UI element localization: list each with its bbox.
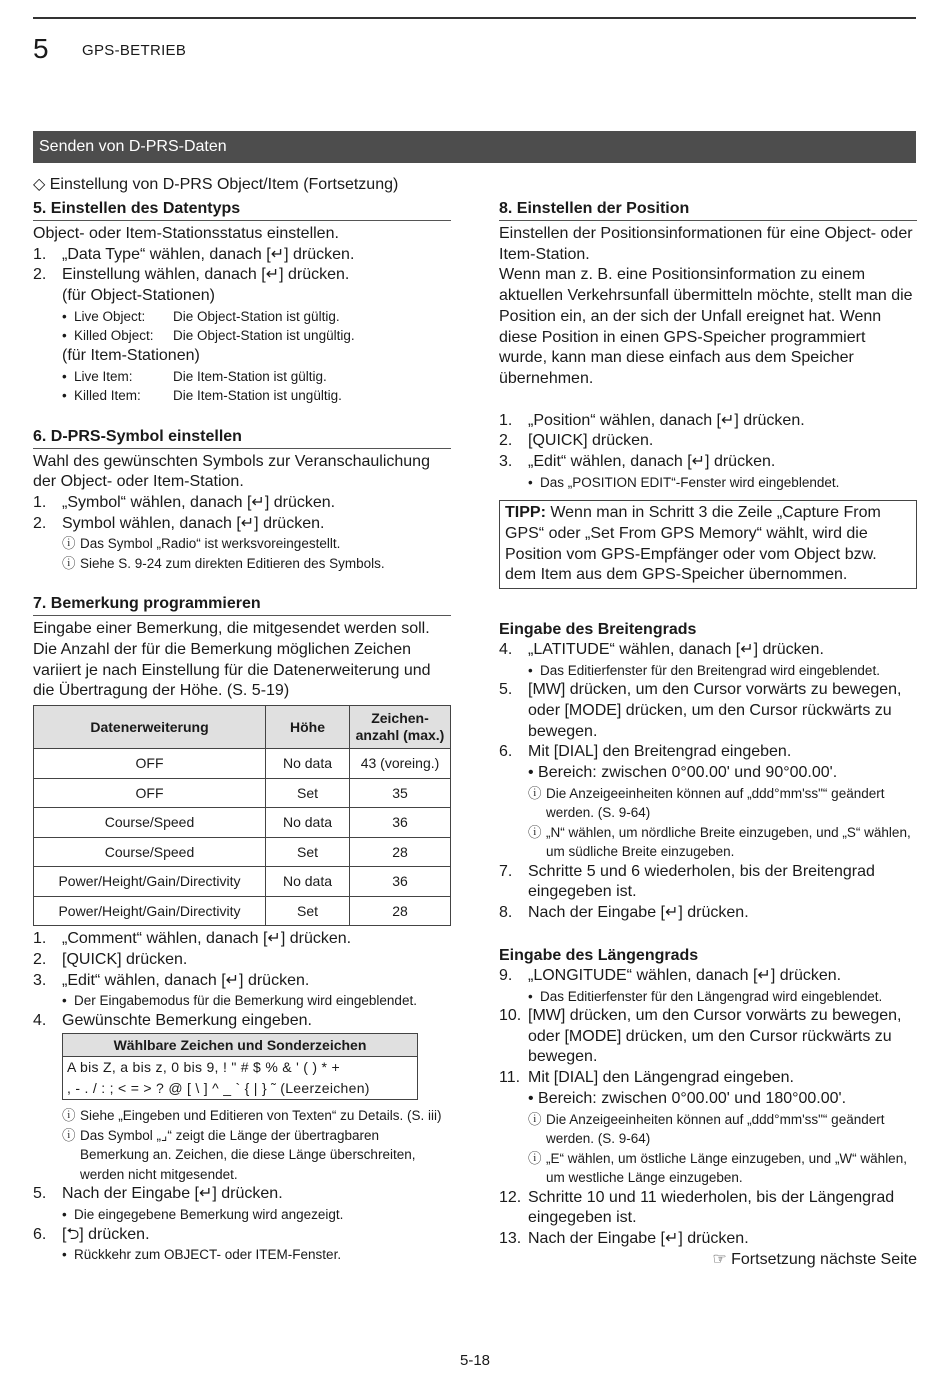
table-cell: Set [266,778,350,808]
list-item [499,966,917,987]
note-text: Siehe „Eingeben und Editieren von Texten“ zu Details. (S. iii) [80,1108,442,1124]
table-cell: Set [266,896,350,926]
list-item [33,554,451,574]
step-text: Schritte 10 und 11 wiederholen, bis der Längengrad eingegeben ist. [528,1188,895,1227]
list-item [33,514,451,535]
section-8-intro-1: Einstellen der Positionsinformationen für eine Object- oder Item-Station. [499,225,913,263]
list-item [499,452,917,473]
list-item [33,1225,451,1246]
note-text: Das Symbol „Radio“ ist werksvoreingestellt. [80,536,341,552]
table-row [34,778,451,808]
note-text: Die Anzeigeeinheiten können auf „ddd°mm'ss"“ geändert werden. (S. 9-64) [546,785,885,821]
page-number: 5-18 [459,1352,491,1369]
table-row [34,808,451,838]
list-item: • Killed Item: Die Item-Station ist ungültig. [33,386,451,406]
step-text: „Position“ wählen, danach [↵] drücken. [528,411,805,429]
info-icon: ⓘ [62,536,76,552]
note-text: „N“ wählen, um nördliche Breite einzugeben, und „S“ wählen, um südliche Breite einzugeben. [546,824,911,860]
note-text: „E“ wählen, um östliche Länge einzugeben, und „W“ wählen, um westliche Länge einzugeben. [546,1150,907,1186]
character-set-line: , - . / : ; < = > ? @ [ \ ] ^ _ ` { | } ˜ (Leerzeichen) [67,1080,370,1097]
step-number: 10. [499,1007,522,1025]
step-number: 4. [33,1011,47,1029]
table-cell: No data [266,749,350,779]
bullet-text: • Bereich: zwischen 0°00.00' und 180°00.00'. [528,1089,847,1107]
list-item [33,534,451,554]
info-icon: ⓘ [528,1111,542,1127]
table-cell: No data [266,867,350,897]
table-cell: OFF [34,778,266,808]
def-value: Die Object-Station ist gültig. [173,308,340,324]
section-5-heading: 5. Einstellen des Datentyps [33,199,451,221]
info-icon: ⓘ [528,1150,542,1166]
tip-box [499,500,917,589]
left-column [33,199,451,1265]
character-count-table [33,705,451,926]
list-item [33,245,451,266]
table-cell: 35 [350,778,451,808]
step-number: 2. [33,950,47,968]
step-number: 2. [33,514,47,532]
info-icon: ⓘ [528,824,542,840]
chapter-title: GPS-BETRIEB [82,42,187,59]
list-item [499,1006,917,1068]
table-cell: 28 [350,896,451,926]
bullet-text: Das Editierfenster für den Breitengrad wird eingeblendet. [540,662,880,678]
range-text: Bereich: zwischen 0°00.00' und 90°00.00'. [538,764,838,782]
def-term: Killed Item: [74,388,141,404]
continuation-heading: ◇ Einstellung von D-PRS Object/Item (Fortsetzung) [33,176,399,193]
table-cell: 28 [350,837,451,867]
list-item: • Die eingegebene Bemerkung wird angezeigt. [33,1205,451,1225]
continued-next-page: ☞ Fortsetzung nächste Seite [712,1250,917,1268]
list-item [499,1149,917,1188]
step-number: 6. [33,1225,47,1243]
step-text: Nach der Eingabe [↵] drücken. [528,904,749,922]
step-text: „Data Type“ wählen, danach [↵] drücken. [62,245,355,263]
step-number: 9. [499,966,513,984]
character-set-box [62,1033,418,1100]
list-item [33,950,451,971]
table-cell: OFF [34,749,266,779]
step-number: 3. [499,453,513,471]
step-number: 1. [499,411,513,429]
step-text: „Comment“ wählen, danach [↵] drücken. [62,930,352,948]
section-6-intro: Wahl des gewünschten Symbols zur Veranschaulichung der Object- oder Item-Station. [33,452,430,491]
object-stations-label: (für Object-Stationen) [62,287,215,305]
list-item [499,823,917,862]
table-cell: 36 [350,808,451,838]
step-text: Symbol wählen, danach [↵] drücken. [62,514,325,532]
step-number: 2. [33,266,47,284]
step-number: 5. [499,681,513,699]
step-number: 11. [499,1069,521,1087]
table-cell: 36 [350,867,451,897]
step-text: „LONGITUDE“ wählen, danach [↵] drücken. [528,966,842,984]
def-value: Die Item-Station ist gültig. [173,368,327,384]
list-item [499,1229,917,1250]
list-item [499,763,917,784]
list-item: • Das „POSITION EDIT“-Fenster wird eingeblendet. [499,473,917,493]
step-number: 1. [33,493,47,511]
tip-label: TIPP: [505,504,546,522]
section-7-heading: 7. Bemerkung programmieren [33,594,451,616]
list-item: • Das Editierfenster für den Breitengrad wird eingeblendet. [499,661,917,681]
right-column [499,199,917,1270]
step-number: 4. [499,641,513,659]
note-text: Das Symbol „⌟“ zeigt die Länge der übertragbaren Bemerkung an. Zeichen, die diese Länge überschreiten, werden nicht mitgesendet. [80,1127,416,1182]
step-text: „LATITUDE“ wählen, danach [↵] drücken. [528,641,824,659]
table-cell: No data [266,808,350,838]
step-text: Gewünschte Bemerkung eingeben. [62,1011,312,1029]
table-cell: Power/Height/Gain/Directivity [34,896,266,926]
note-text: Siehe S. 9-24 zum direkten Editieren des Symbols. [80,555,385,571]
latitude-heading: Eingabe des Breitengrads [499,621,697,639]
section-6-heading: 6. D-PRS-Symbol einstellen [33,427,451,449]
table-header-cell: Zeichen-anzahl (max.) [350,706,451,749]
step-number: 1. [33,930,47,948]
bullet-text: Das Editierfenster für den Längengrad wird eingeblendet. [540,988,883,1004]
step-number: 7. [499,862,513,880]
step-text: Mit [DIAL] den Breitengrad eingeben. [528,743,792,761]
range-text: Bereich: zwischen 0°00.00' und 180°00.00'. [538,1089,847,1107]
step-number: 8. [499,904,513,922]
section-8-heading: 8. Einstellen der Position [499,199,917,221]
section-5-intro: Object- oder Item-Stationsstatus einstellen. [33,225,339,242]
step-text: [QUICK] drücken. [528,432,654,450]
list-item: • Der Eingabemodus für die Bemerkung wird eingeblendet. [33,991,451,1011]
step-number: 2. [499,432,513,450]
list-item [499,411,917,432]
step-text: Nach der Eingabe [↵] drücken. [62,1185,283,1203]
bullet-text: Das „POSITION EDIT“-Fenster wird eingeblendet. [540,474,840,490]
character-set-title: Wählbare Zeichen und Sonderzeichen [63,1034,417,1057]
list-item [499,784,917,823]
list-item: • Killed Object: Die Object-Station ist ungültig. [33,326,451,346]
table-cell: Course/Speed [34,808,266,838]
list-item [33,929,451,950]
step-text: [⮌] drücken. [62,1225,150,1243]
tip-text: Wenn man in Schritt 3 die Zeile „Capture From GPS“ oder „Set From GPS Memory“ wählt, wird die Position vom GPS-Empfänger oder vom Object bzw. dem Item aus dem GPS-Speicher übernommen. [505,504,881,584]
step-text: Schritte 5 und 6 wiederholen, bis der Breitengrad eingegeben ist. [528,862,875,901]
list-item [499,1089,917,1110]
section-7-intro-2: Die Anzahl der für die Bemerkung möglichen Zeichen variiert je nach Einstellung für die Datenerweiterung und die Übertragung der Höhe. (S. 5-19) [33,641,431,700]
list-item: • Live Item: Die Item-Station ist gültig. [33,367,451,387]
list-item [499,431,917,452]
step-number: 1. [33,245,47,263]
def-term: Live Item: [74,368,133,384]
list-item [33,1126,451,1185]
table-cell: Set [266,837,350,867]
step-text: [MW] drücken, um den Cursor vorwärts zu bewegen, oder [MODE] drücken, um den Cursor rückwärts zu bewegen. [528,1007,902,1066]
def-value: Die Item-Station ist ungültig. [173,388,342,404]
list-item [499,862,917,903]
step-text: „Symbol“ wählen, danach [↵] drücken. [62,493,336,511]
step-text: „Edit“ wählen, danach [↵] drücken. [62,971,310,989]
step-text: [MW] drücken, um den Cursor vorwärts zu bewegen, oder [MODE] drücken, um den Cursor rückwärts zu bewegen. [528,681,902,740]
table-row [34,867,451,897]
table-cell: 43 (voreing.) [350,749,451,779]
step-number: 6. [499,743,513,761]
list-item [33,971,451,992]
list-item [33,1184,451,1205]
character-set-line: A bis Z, a bis z, 0 bis 9, ! " # $ % & ' ( ) * + [67,1059,340,1076]
step-number: 3. [33,971,47,989]
bullet-text: • Bereich: zwischen 0°00.00' und 90°00.00'. [528,764,838,782]
list-item [499,640,917,661]
table-header-cell: Datenerweiterung [34,706,266,749]
table-row [34,749,451,779]
section-8-intro-2: Wenn man z. B. eine Positionsinformation zu einem aktuellen Verkehrsunfall übermitteln möchte, stellt man die Position ein, an der sich der Unfall ereignet hat. Wenn diese Position in einen GPS-Speicher programmiert wurde, kann man diese einfach aus dem Speicher übernehmen. [499,266,913,387]
step-text: Nach der Eingabe [↵] drücken. [528,1230,749,1247]
step-text: [QUICK] drücken. [62,950,188,968]
chapter-number: 5 [33,33,49,64]
bullet-text: Die eingegebene Bemerkung wird angezeigt. [74,1207,344,1223]
info-icon: ⓘ [62,1108,76,1124]
bullet-text: Der Eingabemodus für die Bemerkung wird eingeblendet. [74,993,417,1009]
step-text: „Edit“ wählen, danach [↵] drücken. [528,453,776,471]
item-stations-label: (für Item-Stationen) [62,346,200,364]
step-number: 13. [499,1230,522,1247]
list-item: • Rückkehr zum OBJECT- oder ITEM-Fenster. [33,1245,451,1265]
list-item [499,742,917,763]
table-header-cell: Höhe [266,706,350,749]
list-item [499,1068,917,1089]
table-cell: Power/Height/Gain/Directivity [34,867,266,897]
top-rule [33,17,916,19]
list-item [499,903,917,924]
def-term: Killed Object: [74,328,154,344]
list-item [499,680,917,742]
list-item [499,1188,917,1229]
table-header-row [34,706,451,749]
step-text: Mit [DIAL] den Längengrad eingeben. [528,1069,794,1087]
list-item [33,1011,451,1032]
bullet-text: Rückkehr zum OBJECT- oder ITEM-Fenster. [74,1247,342,1263]
step-text: Einstellung wählen, danach [↵] drücken. [62,266,350,284]
step-number: 5. [33,1185,47,1203]
info-icon: ⓘ [62,1127,76,1143]
info-icon: ⓘ [528,785,542,801]
list-item [33,265,451,286]
list-item [499,1110,917,1149]
def-value: Die Object-Station ist ungültig. [173,328,355,344]
table-row [34,837,451,867]
table-row [34,896,451,926]
note-text: Die Anzeigeeinheiten können auf „ddd°mm'ss"“ geändert werden. (S. 9-64) [546,1111,885,1147]
section-7-intro-1: Eingabe einer Bemerkung, die mitgesendet werden soll. [33,620,430,638]
info-icon: ⓘ [62,555,76,571]
step-number: 12. [499,1188,522,1206]
def-term: Live Object: [74,308,146,324]
list-item: • Live Object: Die Object-Station ist gültig. [33,307,451,327]
list-item [33,493,451,514]
section-banner: Senden von D-PRS-Daten [33,131,916,163]
list-item [33,1106,451,1126]
longitude-heading: Eingabe des Längengrads [499,946,699,964]
list-item: • Das Editierfenster für den Längengrad wird eingeblendet. [499,987,917,1007]
table-cell: Course/Speed [34,837,266,867]
